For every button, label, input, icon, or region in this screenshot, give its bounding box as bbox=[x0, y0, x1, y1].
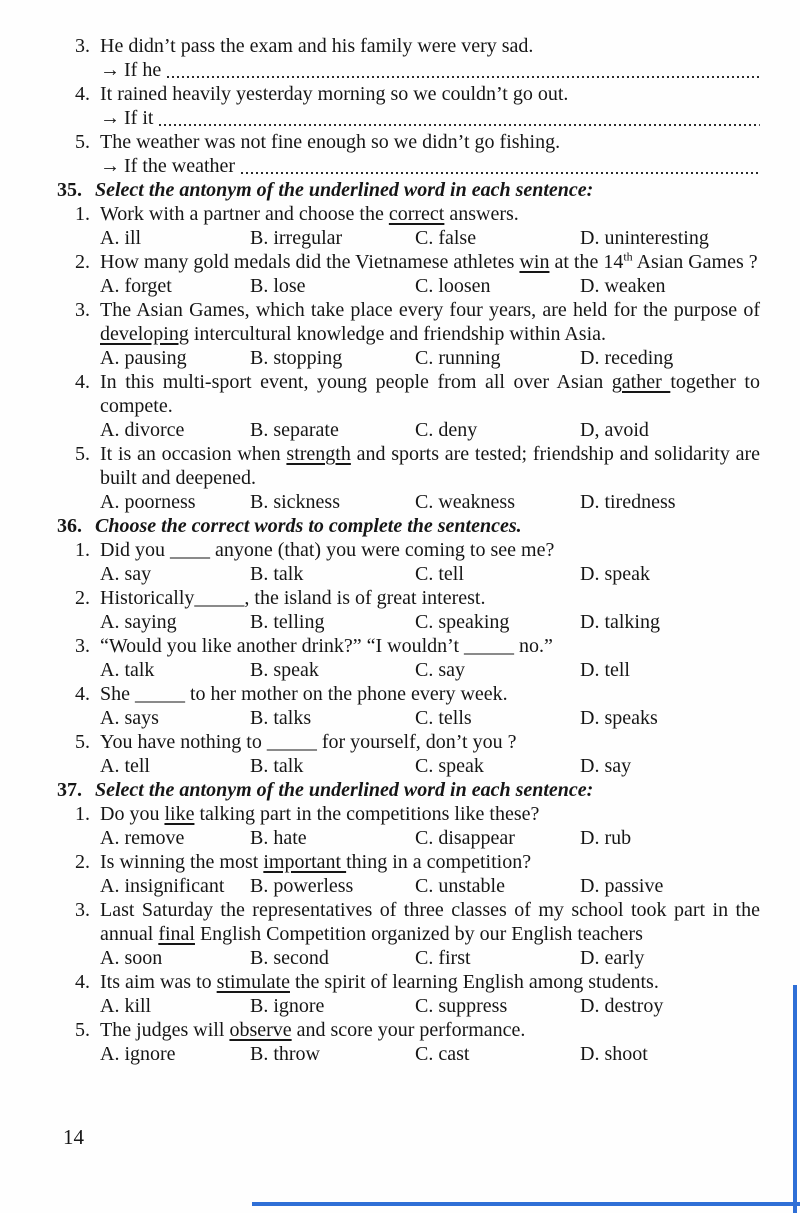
superscript-text: th bbox=[623, 249, 633, 264]
question-text bbox=[100, 898, 760, 946]
option-a: A. ill bbox=[100, 227, 142, 249]
question-text bbox=[100, 586, 760, 610]
options-row bbox=[100, 226, 760, 250]
option-b: B. second bbox=[250, 947, 329, 969]
exercise-title: Select the antonym of the underlined word in each sentence: bbox=[95, 779, 594, 801]
option-c: C. speak bbox=[415, 755, 484, 777]
question-text bbox=[100, 82, 760, 106]
option-a: A. remove bbox=[100, 827, 185, 849]
option-b: B. powerless bbox=[250, 875, 354, 897]
option-c: C. speaking bbox=[415, 611, 510, 633]
option-d: D. rub bbox=[580, 827, 632, 849]
options-row bbox=[100, 346, 760, 370]
underlined-word: win bbox=[519, 251, 550, 273]
option-b: B. talk bbox=[250, 755, 304, 777]
answer-arrow-line bbox=[100, 106, 760, 130]
exercise-number: 35. bbox=[57, 179, 82, 201]
question-number: 4. bbox=[75, 83, 90, 105]
text-segment: She _____ to her mother on the phone every week. bbox=[100, 683, 508, 705]
question-text bbox=[100, 730, 760, 754]
option-c: C. tell bbox=[415, 563, 464, 585]
option-d: D. say bbox=[580, 755, 632, 777]
option-d: D. talking bbox=[580, 611, 660, 633]
option-a: A. poorness bbox=[100, 491, 196, 513]
option-b: B. hate bbox=[250, 827, 307, 849]
answer-arrow-line bbox=[100, 58, 760, 82]
option-d: D. passive bbox=[580, 875, 664, 897]
text-segment: Its aim was to bbox=[100, 971, 217, 993]
option-d: D, avoid bbox=[580, 419, 649, 441]
option-c: C. tells bbox=[415, 707, 472, 729]
text-segment: In this multi-sport event, young people from all over Asian bbox=[100, 371, 612, 393]
option-d: D. uninteresting bbox=[580, 227, 709, 249]
text-segment: Historically_____, the island is of great interest. bbox=[100, 587, 486, 609]
option-c: C. unstable bbox=[415, 875, 505, 897]
question-number: 5. bbox=[75, 131, 90, 153]
underlined-word: important bbox=[263, 851, 347, 873]
dotted-blank-line bbox=[167, 75, 760, 78]
option-c: C. deny bbox=[415, 419, 478, 441]
option-b: B. throw bbox=[250, 1043, 320, 1065]
option-c: C. loosen bbox=[415, 275, 491, 297]
option-d: D. tiredness bbox=[580, 491, 676, 513]
question-row bbox=[75, 34, 760, 58]
scan-edge-horizontal-line bbox=[252, 1202, 800, 1206]
text-segment: and sports are tested; friendship and solidarity are built and deepened. bbox=[100, 443, 760, 489]
intro-questions bbox=[57, 34, 760, 178]
question-text bbox=[100, 634, 760, 658]
options-row bbox=[100, 754, 760, 778]
question-row bbox=[75, 682, 760, 706]
text-segment: answers. bbox=[444, 203, 519, 225]
option-d: D. speak bbox=[580, 563, 650, 585]
dotted-blank-line bbox=[159, 123, 760, 126]
question-number: 1. bbox=[75, 203, 90, 225]
question-row bbox=[75, 730, 760, 754]
option-a: A. says bbox=[100, 707, 159, 729]
option-b: B. irregular bbox=[250, 227, 343, 249]
option-a: A. talk bbox=[100, 659, 155, 681]
text-segment: He didn’t pass the exam and his family were very sad. bbox=[100, 35, 534, 57]
text-segment: The weather was not fine enough so we didn’t go fishing. bbox=[100, 131, 561, 153]
underlined-word: stimulate bbox=[216, 971, 290, 993]
text-segment: It rained heavily yesterday morning so we couldn’t go out. bbox=[100, 83, 569, 105]
scan-edge-vertical-line bbox=[793, 985, 797, 1213]
option-d: D. speaks bbox=[580, 707, 658, 729]
text-segment: How many gold medals did the Vietnamese athletes bbox=[100, 251, 520, 273]
text-segment: intercultural knowledge and friendship within Asia. bbox=[188, 323, 607, 345]
question-number: 3. bbox=[75, 899, 90, 921]
question-row bbox=[75, 802, 760, 826]
text-segment: Did you ____ anyone (that) you were coming to see me? bbox=[100, 539, 555, 561]
underlined-word: strength bbox=[286, 443, 351, 465]
option-a: A. saying bbox=[100, 611, 177, 633]
question-number: 3. bbox=[75, 35, 90, 57]
options-row bbox=[100, 1042, 760, 1066]
exercise-title: Select the antonym of the underlined word in each sentence: bbox=[95, 179, 594, 201]
exercise-number: 37. bbox=[57, 779, 82, 801]
option-a: A. pausing bbox=[100, 347, 187, 369]
text-segment: the spirit of learning English among students. bbox=[289, 971, 659, 993]
text-segment: Asian Games ? bbox=[632, 251, 758, 273]
option-d: D. weaken bbox=[580, 275, 666, 297]
option-c: C. false bbox=[415, 227, 477, 249]
arrow-icon: → bbox=[100, 155, 120, 177]
question-number: 4. bbox=[75, 683, 90, 705]
question-text bbox=[100, 682, 760, 706]
arrow-icon: → bbox=[100, 107, 120, 129]
question-number: 5. bbox=[75, 731, 90, 753]
options-row bbox=[100, 826, 760, 850]
question-row bbox=[75, 250, 760, 274]
text-segment: You have nothing to _____ for yourself, don’t you ? bbox=[100, 731, 517, 753]
underlined-word: correct bbox=[388, 203, 445, 225]
question-text bbox=[100, 802, 760, 826]
underlined-word: final bbox=[158, 923, 195, 945]
text-segment: Is winning the most bbox=[100, 851, 264, 873]
option-c: C. suppress bbox=[415, 995, 508, 1017]
options-row bbox=[100, 562, 760, 586]
question-row bbox=[75, 202, 760, 226]
question-row bbox=[75, 538, 760, 562]
option-a: A. soon bbox=[100, 947, 163, 969]
options-row bbox=[100, 994, 760, 1018]
question-row bbox=[75, 82, 760, 106]
options-row bbox=[100, 706, 760, 730]
text-segment: The Asian Games, which take place every four years, are held for the purpose of bbox=[100, 299, 760, 321]
question-text bbox=[100, 970, 760, 994]
text-segment: “Would you like another drink?” “I wouldn’t _____ no.” bbox=[100, 635, 553, 657]
underlined-word: gather bbox=[611, 371, 671, 393]
question-text bbox=[100, 298, 760, 346]
question-row bbox=[75, 586, 760, 610]
option-b: B. lose bbox=[250, 275, 306, 297]
question-row bbox=[75, 898, 760, 946]
option-d: D. tell bbox=[580, 659, 630, 681]
text-segment: Do you bbox=[100, 803, 165, 825]
text-segment: Last Saturday the representatives of three classes of my school took part in the annual bbox=[100, 899, 760, 945]
option-b: B. speak bbox=[250, 659, 319, 681]
arrow-icon: → bbox=[100, 59, 120, 81]
question-row bbox=[75, 370, 760, 418]
text-segment: It is an occasion when bbox=[100, 443, 287, 465]
question-row bbox=[75, 1018, 760, 1042]
question-text bbox=[100, 202, 760, 226]
underlined-word: like bbox=[164, 803, 195, 825]
text-segment: The judges will bbox=[100, 1019, 230, 1041]
question-number: 3. bbox=[75, 635, 90, 657]
option-b: B. ignore bbox=[250, 995, 325, 1017]
page-content bbox=[57, 34, 760, 1066]
question-row bbox=[75, 442, 760, 490]
option-b: B. talks bbox=[250, 707, 312, 729]
question-number: 4. bbox=[75, 971, 90, 993]
text-segment: at the 14 bbox=[549, 251, 624, 273]
question-text bbox=[100, 34, 760, 58]
option-b: B. stopping bbox=[250, 347, 343, 369]
question-row bbox=[75, 850, 760, 874]
question-number: 1. bbox=[75, 539, 90, 561]
text-segment: Work with a partner and choose the bbox=[100, 203, 389, 225]
question-text bbox=[100, 850, 760, 874]
option-b: B. separate bbox=[250, 419, 339, 441]
options-row bbox=[100, 610, 760, 634]
question-number: 2. bbox=[75, 851, 90, 873]
option-c: C. running bbox=[415, 347, 501, 369]
option-d: D. receding bbox=[580, 347, 674, 369]
option-b: B. sickness bbox=[250, 491, 340, 513]
options-row bbox=[100, 274, 760, 298]
text-segment: English Competition organized by our English teachers bbox=[194, 923, 643, 945]
option-a: A. divorce bbox=[100, 419, 185, 441]
exercise-header bbox=[57, 178, 760, 202]
underlined-word: observe bbox=[229, 1019, 292, 1041]
exercises bbox=[57, 178, 760, 1066]
question-number: 2. bbox=[75, 251, 90, 273]
option-d: D. destroy bbox=[580, 995, 664, 1017]
question-row bbox=[75, 634, 760, 658]
question-text bbox=[100, 370, 760, 418]
question-text bbox=[100, 130, 760, 154]
options-row bbox=[100, 658, 760, 682]
option-c: C. say bbox=[415, 659, 465, 681]
underlined-word: developing bbox=[100, 323, 189, 345]
options-row bbox=[100, 946, 760, 970]
question-number: 4. bbox=[75, 371, 90, 393]
option-b: B. telling bbox=[250, 611, 325, 633]
options-row bbox=[100, 490, 760, 514]
option-a: A. ignore bbox=[100, 1043, 176, 1065]
option-a: A. tell bbox=[100, 755, 150, 777]
question-number: 2. bbox=[75, 587, 90, 609]
text-segment: thing in a competition? bbox=[346, 851, 532, 873]
question-text bbox=[100, 1018, 760, 1042]
options-row bbox=[100, 418, 760, 442]
options-row bbox=[100, 874, 760, 898]
option-a: A. kill bbox=[100, 995, 152, 1017]
question-text bbox=[100, 442, 760, 490]
page-number: 14 bbox=[63, 1125, 84, 1149]
option-c: C. cast bbox=[415, 1043, 470, 1065]
dotted-blank-line bbox=[241, 171, 760, 174]
exercise-title: Choose the correct words to complete the sentences. bbox=[95, 515, 522, 537]
option-c: C. first bbox=[415, 947, 471, 969]
option-d: D. shoot bbox=[580, 1043, 648, 1065]
answer-arrow-line bbox=[100, 154, 760, 178]
arrow-label: If he bbox=[124, 59, 162, 81]
question-number: 5. bbox=[75, 1019, 90, 1041]
option-d: D. early bbox=[580, 947, 645, 969]
exercise-number: 36. bbox=[57, 515, 82, 537]
option-c: C. disappear bbox=[415, 827, 515, 849]
option-a: A. forget bbox=[100, 275, 172, 297]
exercise-header bbox=[57, 514, 760, 538]
question-text bbox=[100, 250, 760, 274]
arrow-label: If it bbox=[124, 107, 154, 129]
question-number: 1. bbox=[75, 803, 90, 825]
text-segment: talking part in the competitions like these? bbox=[194, 803, 540, 825]
text-segment: and score your performance. bbox=[291, 1019, 526, 1041]
text-segment: together to compete. bbox=[100, 371, 760, 417]
exercise-header bbox=[57, 778, 760, 802]
option-b: B. talk bbox=[250, 563, 304, 585]
question-number: 3. bbox=[75, 299, 90, 321]
question-number: 5. bbox=[75, 443, 90, 465]
option-a: A. insignificant bbox=[100, 875, 225, 897]
arrow-label: If the weather bbox=[124, 155, 236, 177]
question-row bbox=[75, 130, 760, 154]
question-row bbox=[75, 298, 760, 346]
question-row bbox=[75, 970, 760, 994]
option-c: C. weakness bbox=[415, 491, 515, 513]
question-text bbox=[100, 538, 760, 562]
option-a: A. say bbox=[100, 563, 152, 585]
